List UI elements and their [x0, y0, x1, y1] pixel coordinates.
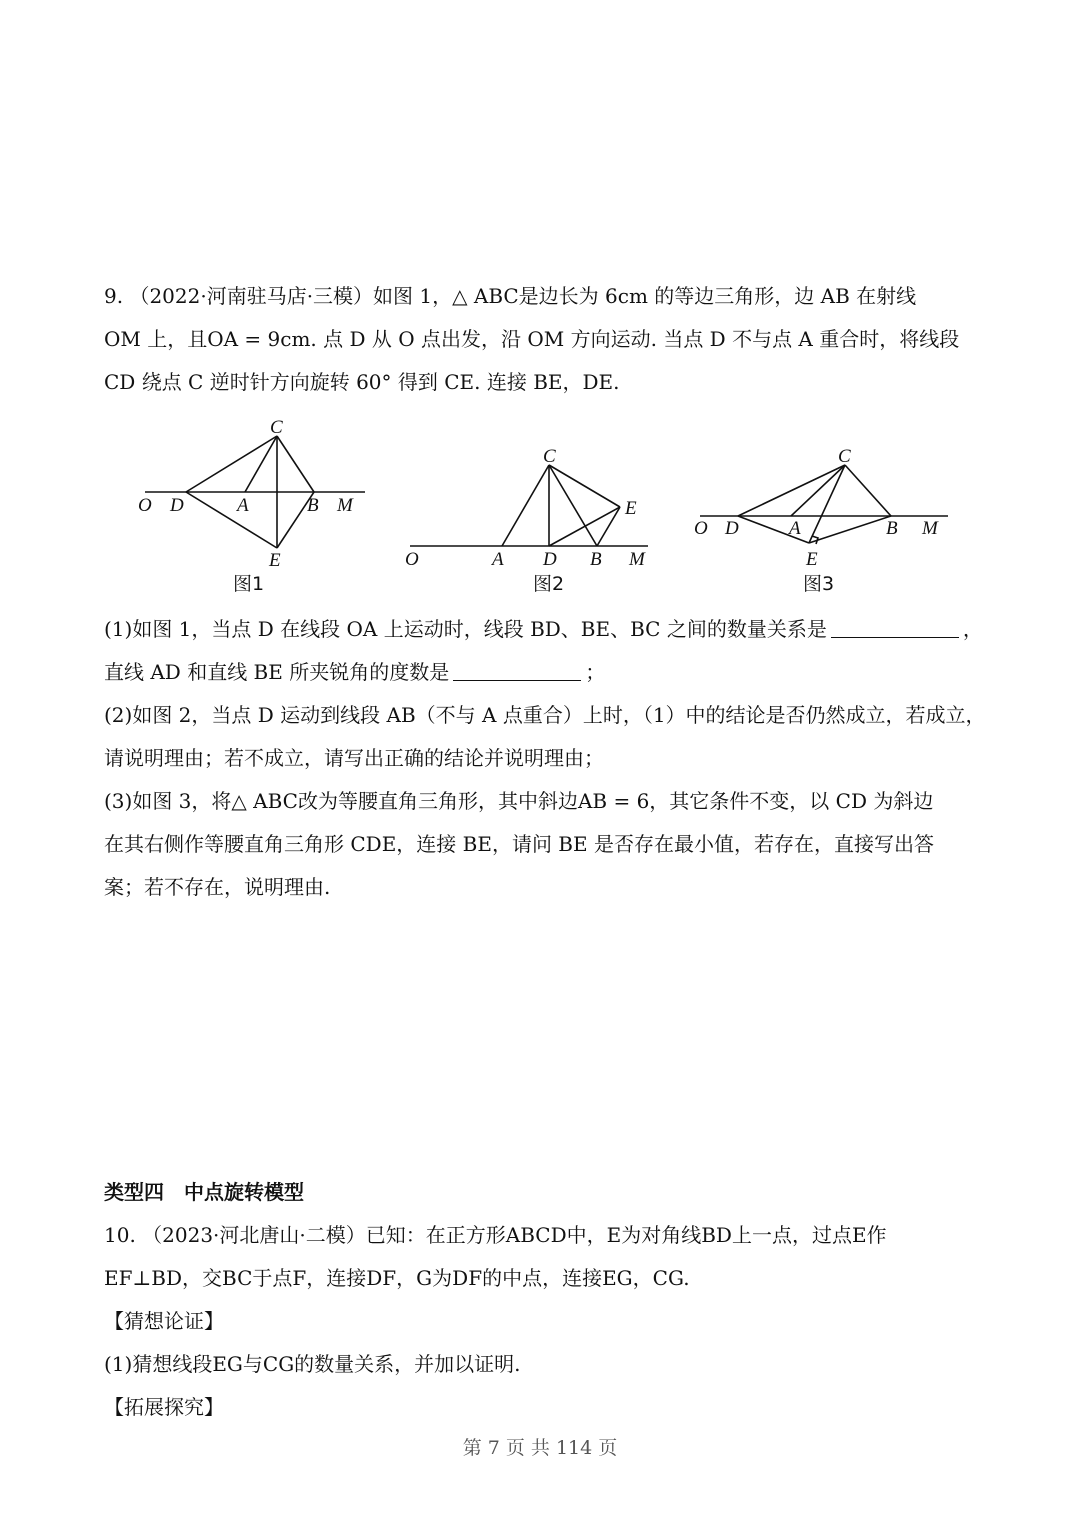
- fig1-label-o: O: [138, 495, 152, 516]
- fig3-label-d: D: [725, 518, 739, 539]
- q9-part1-punct-a: ，: [962, 617, 983, 641]
- figure-3: [694, 446, 948, 595]
- fig3-label-e: E: [806, 549, 818, 570]
- q9-part1-text-b: 直线 AD 和直线 BE 所夹锐角的度数是: [104, 660, 450, 684]
- q10-subheading-1: 【猜想论证】: [104, 1309, 224, 1333]
- section-heading: 类型四 中点旋转模型: [104, 1180, 304, 1204]
- fig1-label-a: A: [237, 495, 249, 516]
- fig2-label-d: D: [543, 549, 557, 570]
- answer-blank-2[interactable]: [453, 660, 581, 681]
- fig3-label-m: M: [922, 518, 938, 539]
- q9-part2-line-2: 请说明理由；若不成立，请写出正确的结论并说明理由；: [104, 746, 604, 770]
- figures-row: [0, 410, 1080, 600]
- figure-2: [405, 446, 648, 595]
- q10-line-1: 10. （2023·河北唐山·二模）已知：在正方形ABCD中，E为对角线BD上一点，过点E作: [104, 1223, 887, 1247]
- q9-part1-line-1: [104, 608, 994, 651]
- fig3-caption: 图3: [803, 573, 835, 595]
- q9-part1-text-a: (1)如图 1，当点 D 在线段 OA 上运动时，线段 BD、BE、BC 之间的数量关系是: [104, 617, 827, 641]
- fig1-label-e: E: [269, 550, 281, 571]
- fig3-label-c: C: [838, 446, 851, 467]
- fig2-label-m: M: [629, 549, 645, 570]
- q9-part1-punct-b: ；: [585, 660, 606, 684]
- q9-line-2: OM 上，且OA = 9cm. 点 D 从 O 点出发，沿 OM 方向运动. 当点 D 不与点 A 重合时，将线段: [104, 327, 960, 351]
- q9-part3-line-2: 在其右侧作等腰直角三角形 CDE，连接 BE，请问 BE 是否存在最小值，若存在，直接写出答: [104, 832, 934, 856]
- question-9-stem: [104, 275, 994, 404]
- fig2-label-b: B: [590, 549, 602, 570]
- figure-1: [138, 417, 365, 595]
- page-number: 第 7 页 共 114 页: [462, 1437, 618, 1459]
- q9-part3-line-1: (3)如图 3，将△ ABC改为等腰直角三角形，其中斜边AB = 6，其它条件不变，以 CD 为斜边: [104, 789, 934, 813]
- fig2-label-c: C: [543, 446, 556, 467]
- q9-line-3: CD 绕点 C 逆时针方向旋转 60° 得到 CE. 连接 BE，DE.: [104, 370, 620, 394]
- q10-line-2: EF⊥BD，交BC于点F，连接DF，G为DF的中点，连接EG，CG.: [104, 1266, 690, 1290]
- answer-blank-1[interactable]: [831, 617, 959, 638]
- q10-part1: (1)猜想线段EG与CG的数量关系，并加以证明.: [104, 1352, 521, 1376]
- q9-part2-line-1: (2)如图 2，当点 D 运动到线段 AB（不与 A 点重合）上时，（1）中的结论是否仍然成立，若成立，: [104, 703, 986, 727]
- q10-subheading-2: 【拓展探究】: [104, 1395, 224, 1419]
- fig2-label-e: E: [625, 498, 637, 519]
- fig1-label-m: M: [337, 495, 353, 516]
- fig1-label-b: B: [307, 495, 319, 516]
- q9-part3-line-3: 案；若不存在，说明理由.: [104, 875, 331, 899]
- fig3-label-b: B: [886, 518, 898, 539]
- fig2-caption: 图2: [533, 573, 565, 595]
- question-10: [104, 1214, 994, 1429]
- fig1-label-c: C: [270, 417, 283, 438]
- fig1-label-d: D: [170, 495, 184, 516]
- fig3-label-a: A: [789, 518, 801, 539]
- q9-line-1: 9. （2022·河南驻马店·三模）如图 1，△ ABC是边长为 6cm 的等边三角形，边 AB 在射线: [104, 284, 917, 308]
- fig1-caption: 图1: [233, 573, 265, 595]
- q9-part1-line-2: [104, 651, 994, 694]
- fig3-label-o: O: [694, 518, 708, 539]
- fig2-label-o: O: [405, 549, 419, 570]
- fig2-label-a: A: [492, 549, 504, 570]
- question-9-parts: [104, 608, 994, 909]
